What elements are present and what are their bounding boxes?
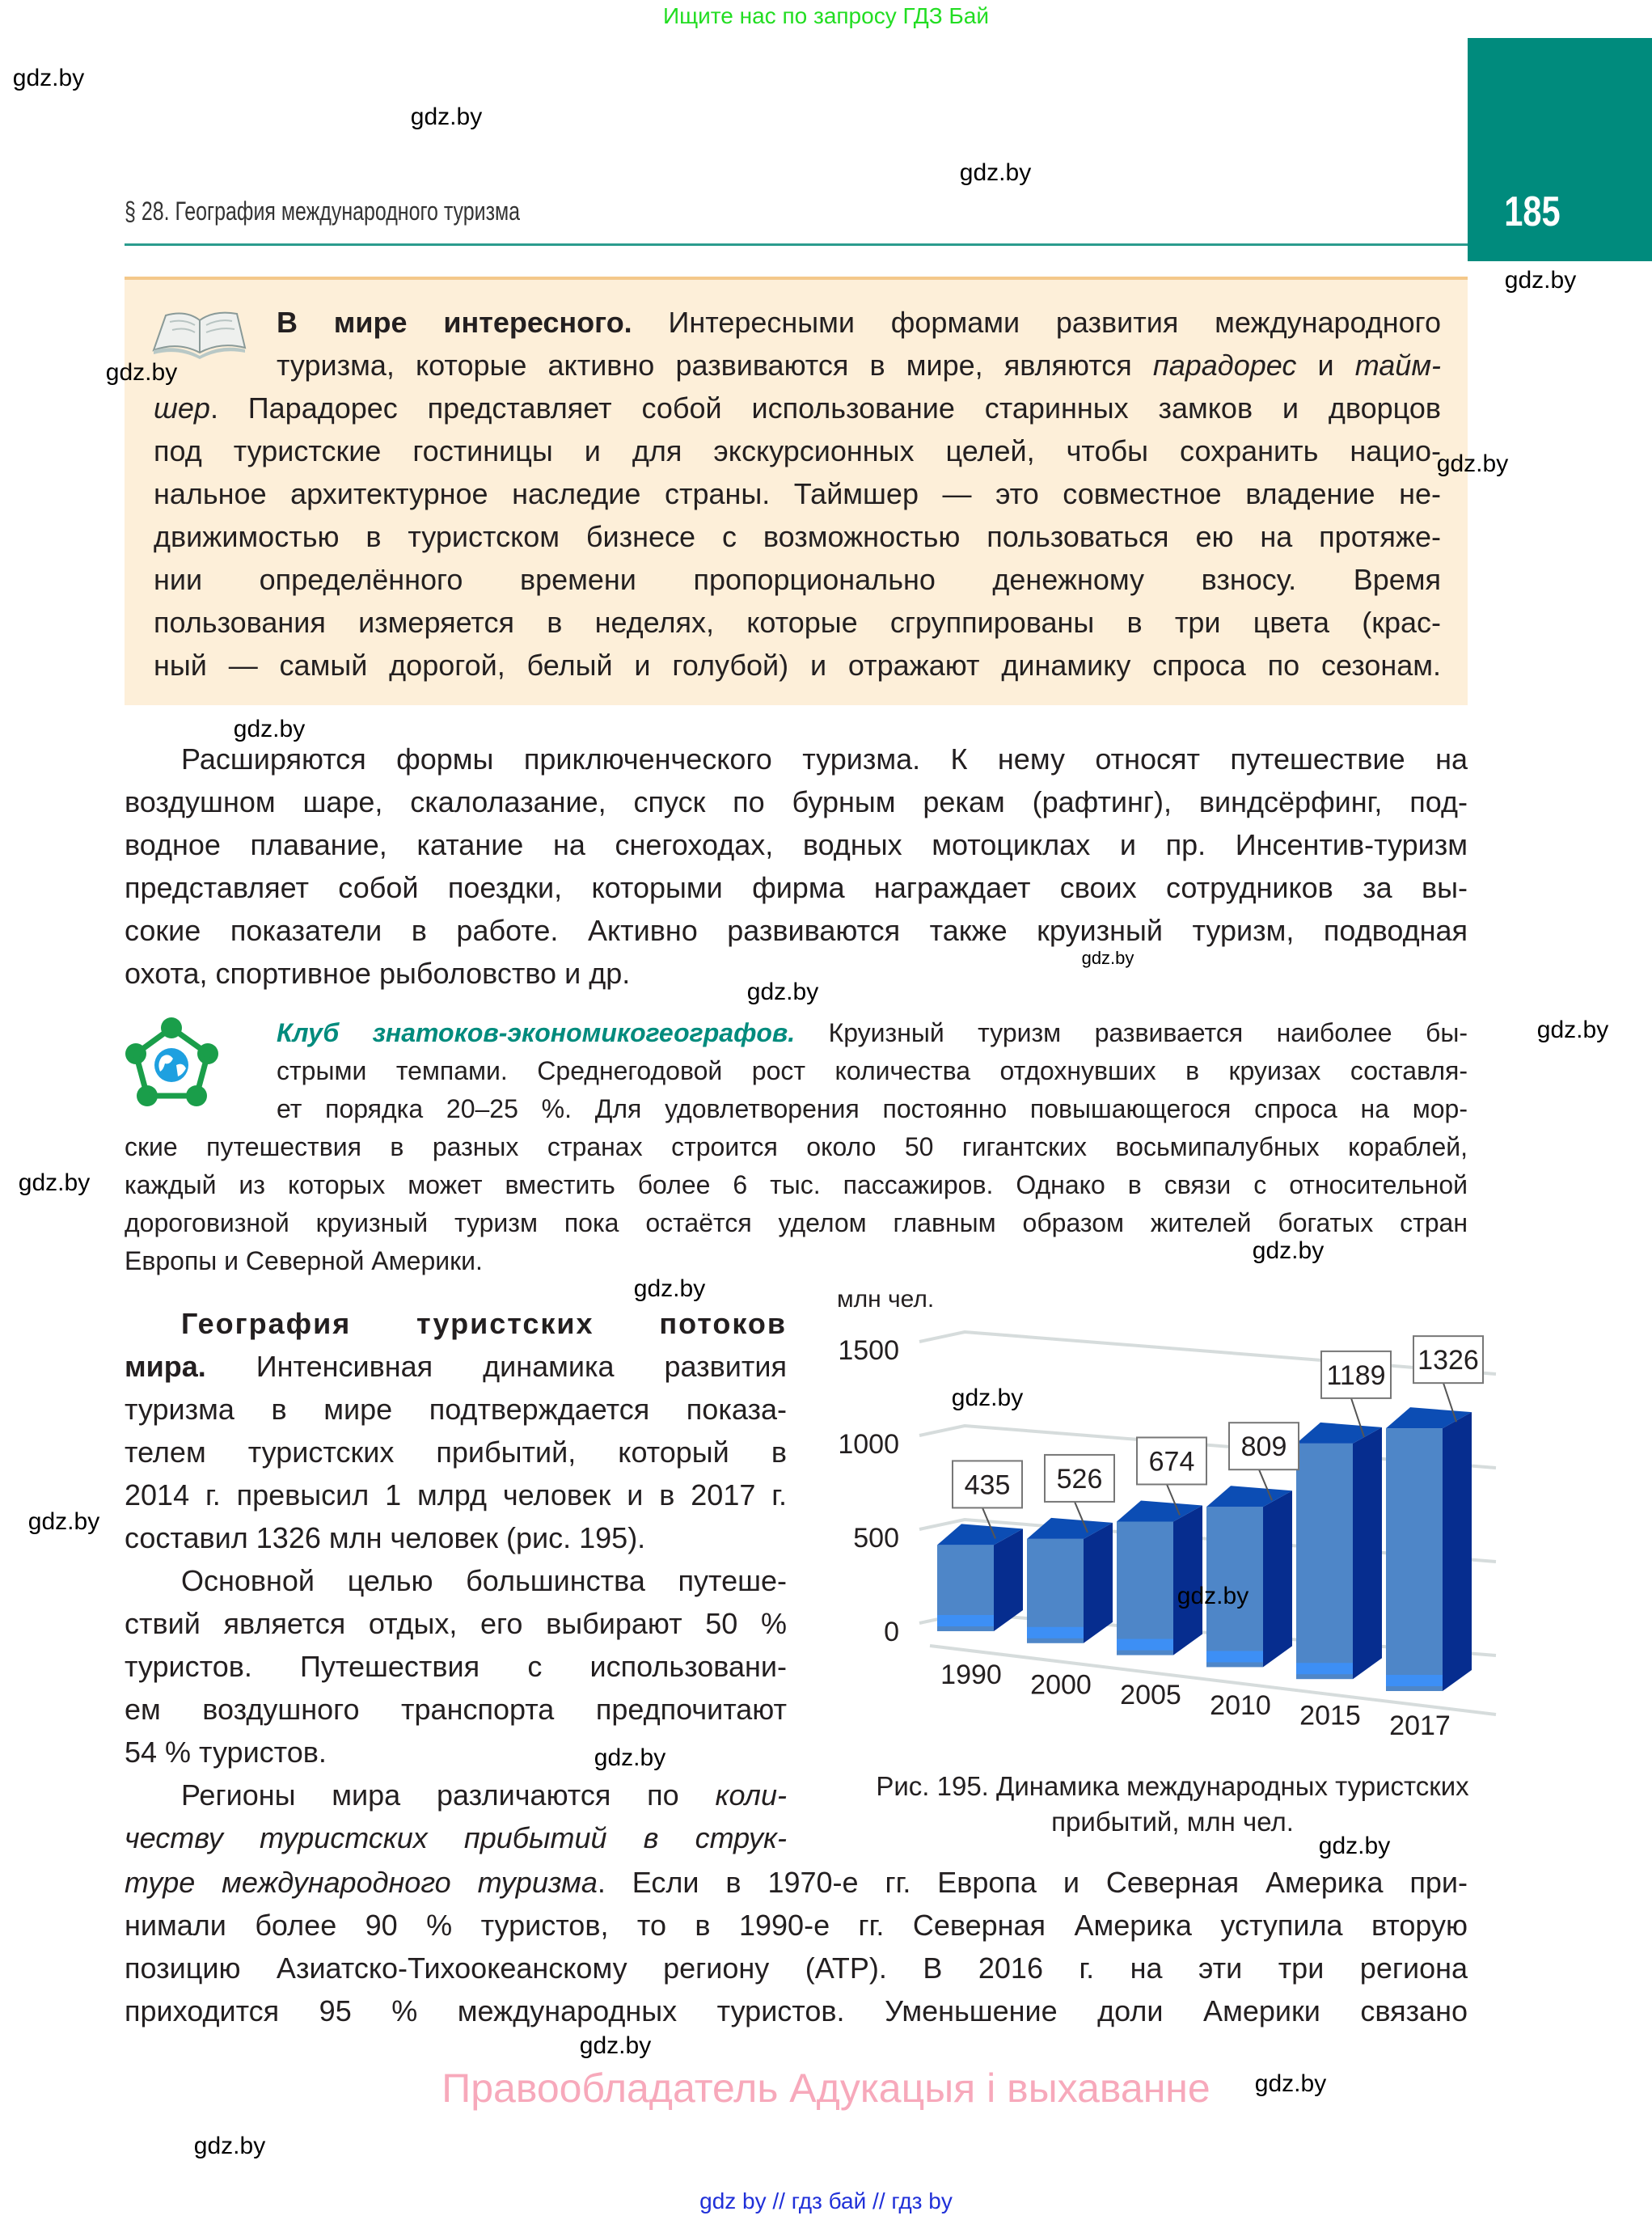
paragraph-line: 2014 г. превысил 1 млрд человек и в 2017 г.: [125, 1478, 787, 1512]
watermark: gdz.by: [579, 2032, 652, 2059]
y-tick-label: 1500: [838, 1335, 899, 1366]
paragraph-line: охота, спортивное рыболовство и др.: [125, 957, 631, 990]
watermark: gdz.by: [18, 1169, 91, 1196]
term-timeshare-end: шер: [154, 391, 210, 425]
box-line: движимостью в туристском бизнесе с возможностью пользоваться ею на протяже-: [154, 520, 1441, 553]
watermark: gdz.by: [1252, 1237, 1325, 1264]
data-label: 526: [1056, 1463, 1103, 1495]
bar-side: [1084, 1523, 1113, 1643]
box-line: нальное архитектурное наследие страны. Таймшер — это совместное владение не-: [154, 477, 1441, 510]
copyright-notice: Правообладатель Адукацыя і выхаванне: [442, 2065, 1210, 2111]
italic-term: коли-: [715, 1778, 787, 1812]
italic-term: туре международного туризма: [125, 1866, 598, 1899]
bar-front: [1117, 1521, 1173, 1655]
bar-side: [1263, 1490, 1292, 1667]
paragraph-line: телем туристских прибытий, который в: [125, 1435, 787, 1469]
bar-1990: [937, 1524, 1023, 1631]
running-head: § 28. География международного туризма: [125, 197, 521, 226]
watermark: gdz.by: [594, 1744, 666, 1771]
paragraph-line: туризма в мире подтверждается показа-: [125, 1393, 787, 1426]
paragraph-line: приходится 95 % международных туристов. Уменьшение доли Америки связано: [125, 1994, 1468, 2027]
term-timeshare: тайм-: [1354, 349, 1441, 382]
gridline: [919, 1332, 1496, 1374]
bar-2000: [1027, 1518, 1113, 1643]
page-number: 185: [1504, 188, 1561, 235]
watermark: gdz.by: [1177, 1583, 1249, 1609]
y-tick-label: 1000: [838, 1429, 899, 1460]
watermark: gdz.by: [1254, 2070, 1327, 2097]
box-line: пользования измеряется в неделях, которые сгруппированы в три цвета (крас-: [154, 606, 1441, 639]
club-line: каждый из которых может вместить более 6 тыс. пассажиров. Однако в связи с относительной: [125, 1170, 1468, 1199]
italic-term: честву туристских прибытий в струк-: [125, 1821, 787, 1854]
x-tick-label: 1990: [940, 1660, 1002, 1690]
watermark: gdz.by: [233, 716, 306, 742]
watermark: gdz.by: [746, 979, 819, 1005]
paragraph-line: ем воздушного транспорта предпочитают: [125, 1693, 787, 1726]
x-tick-label: 2010: [1210, 1689, 1271, 1721]
bar-side: [1443, 1412, 1472, 1691]
paragraph-line: составил 1326 млн человек (рис. 195).: [125, 1521, 646, 1554]
data-label: 1326: [1418, 1345, 1479, 1376]
paragraph-line: Основной целью большинства путеше-: [181, 1564, 787, 1597]
paragraph-line: туристов. Путешествия с использовани-: [125, 1650, 787, 1683]
watermark: gdz.by: [1081, 948, 1134, 968]
paragraph-line: водное плавание, катание на снегоходах, водных мотоциклах и пр. Инсентив-туризм: [125, 828, 1468, 861]
paragraph-line: ствий является отдых, его выбирают 50 %: [125, 1607, 787, 1640]
bar-front: [1386, 1428, 1443, 1691]
watermark: gdz.by: [1318, 1833, 1391, 1859]
paragraph-line: сокие показатели в работе. Активно развиваются также круизный туризм, подводная: [125, 914, 1468, 947]
section-heading-end: мира.: [125, 1350, 206, 1383]
regions-paragraph: [125, 1861, 1468, 2032]
watermark: gdz.by: [951, 1385, 1024, 1411]
box-line: . Парадорес представляет собой использование старинных замков и дворцов: [209, 391, 1441, 425]
club-line: Европы и Северной Америки.: [125, 1246, 483, 1275]
bar-band: [1027, 1627, 1084, 1638]
club-line: ет порядка 20–25 %. Для удовлетворения постоянно повышающегося спроса на мор-: [277, 1094, 1468, 1123]
box-line: и: [1296, 349, 1355, 382]
figure-caption-line1: Рис. 195. Динамика международных туристских: [876, 1771, 1469, 1801]
search-hint: Ищите нас по запросу ГДЗ Бай: [662, 3, 990, 28]
club-line: Круизный туризм развивается наиболее бы-: [795, 1018, 1468, 1047]
watermark: gdz.by: [27, 1508, 100, 1535]
watermark: gdz.by: [1536, 1017, 1609, 1043]
box-line: туризма, которые активно развиваются в мире, являются: [277, 349, 1153, 382]
site-links[interactable]: gdz by // гдз бай // гдз by: [699, 2188, 953, 2213]
bar-band: [937, 1615, 994, 1626]
y-tick-label: 0: [884, 1617, 899, 1647]
watermark: gdz.by: [105, 359, 178, 386]
box-line: ный — самый дорогой, белый и голубой) и отражают динамику спроса по сезонам.: [154, 649, 1441, 682]
bar-band: [1206, 1651, 1263, 1662]
bar-2017: [1386, 1407, 1472, 1691]
y-tick-label: 500: [853, 1523, 899, 1554]
box-line: нии определённого времени пропорционально денежному взносу. Время: [154, 563, 1441, 596]
bar-2005: [1117, 1500, 1202, 1655]
x-tick-label: 2015: [1299, 1700, 1361, 1731]
data-label: 809: [1240, 1431, 1287, 1463]
bar-side: [994, 1528, 1023, 1631]
section-heading: География туристских потоков: [181, 1307, 787, 1340]
paragraph-line: 54 % туристов.: [125, 1736, 327, 1769]
data-label: 674: [1148, 1446, 1195, 1478]
bar-front: [1296, 1444, 1353, 1679]
paragraph-line: воздушном шаре, скалолазание, спуск по бурным рекам (рафтинг), виндсёрфинг, под-: [125, 785, 1468, 818]
term-paradores: парадорес: [1152, 349, 1297, 382]
data-label: 1189: [1326, 1359, 1386, 1391]
paragraph-line: Интенсивная динамика развития: [205, 1350, 787, 1383]
watermark: gdz.by: [633, 1275, 706, 1302]
paragraph-line: Регионы мира различаются по: [181, 1778, 716, 1812]
bar-2015: [1296, 1423, 1382, 1679]
x-tick-label: 2017: [1389, 1710, 1451, 1741]
figure-caption-line2: прибытий, млн чел.: [1051, 1807, 1294, 1837]
bar-band: [1296, 1663, 1353, 1674]
club-heading: Клуб знатоков-экономикогеографов.: [277, 1018, 796, 1047]
box-lead: В мире интересного.: [277, 306, 632, 339]
watermark: gdz.by: [12, 65, 85, 91]
club-line: дороговизной круизный туризм пока остаётся уделом главным образом жителей богатых стран: [125, 1208, 1468, 1237]
bar-band: [1117, 1639, 1173, 1651]
club-line: ские путешествия в разных странах строится около 50 гигантских восьмипалубных кораблей,: [125, 1132, 1468, 1161]
watermark: gdz.by: [959, 159, 1032, 186]
box-line: Интересными формами развития международного: [632, 306, 1442, 339]
bar-side: [1173, 1505, 1202, 1655]
data-label: 435: [964, 1469, 1011, 1501]
x-tick-label: 2005: [1120, 1680, 1181, 1711]
bar-side: [1353, 1427, 1382, 1679]
paragraph-line: позицию Азиатско-Тихоокеанскому региону (АТР). В 2016 г. на эти три региона: [125, 1951, 1468, 1985]
y-axis-unit-label: млн чел.: [837, 1286, 935, 1313]
club-line: стрыми темпами. Среднегодовой рост количества отдохнувших в круизах составля-: [277, 1056, 1468, 1085]
watermark: gdz.by: [193, 2133, 266, 2159]
paragraph-line: нимали более 90 % туристов, то в 1990-е гг. Северная Америка уступила вторую: [125, 1909, 1468, 1942]
watermark: gdz.by: [410, 104, 483, 130]
x-tick-label: 2000: [1030, 1669, 1092, 1701]
bar-2010: [1206, 1486, 1292, 1667]
watermark: gdz.by: [1436, 450, 1509, 477]
box-line: под туристские гостиницы и для экскурсионных целей, чтобы сохранить нацио-: [154, 434, 1441, 467]
paragraph-line: . Если в 1970-е гг. Европа и Северная Америка при-: [597, 1866, 1468, 1899]
watermark: gdz.by: [1504, 267, 1577, 294]
paragraph-line: Расширяются формы приключенческого туризма. К нему относят путешествие на: [181, 742, 1468, 776]
paragraph-line: представляет собой поездки, которыми фирма награждает своих сотрудников за вы-: [125, 871, 1468, 904]
bar-band: [1386, 1675, 1443, 1686]
